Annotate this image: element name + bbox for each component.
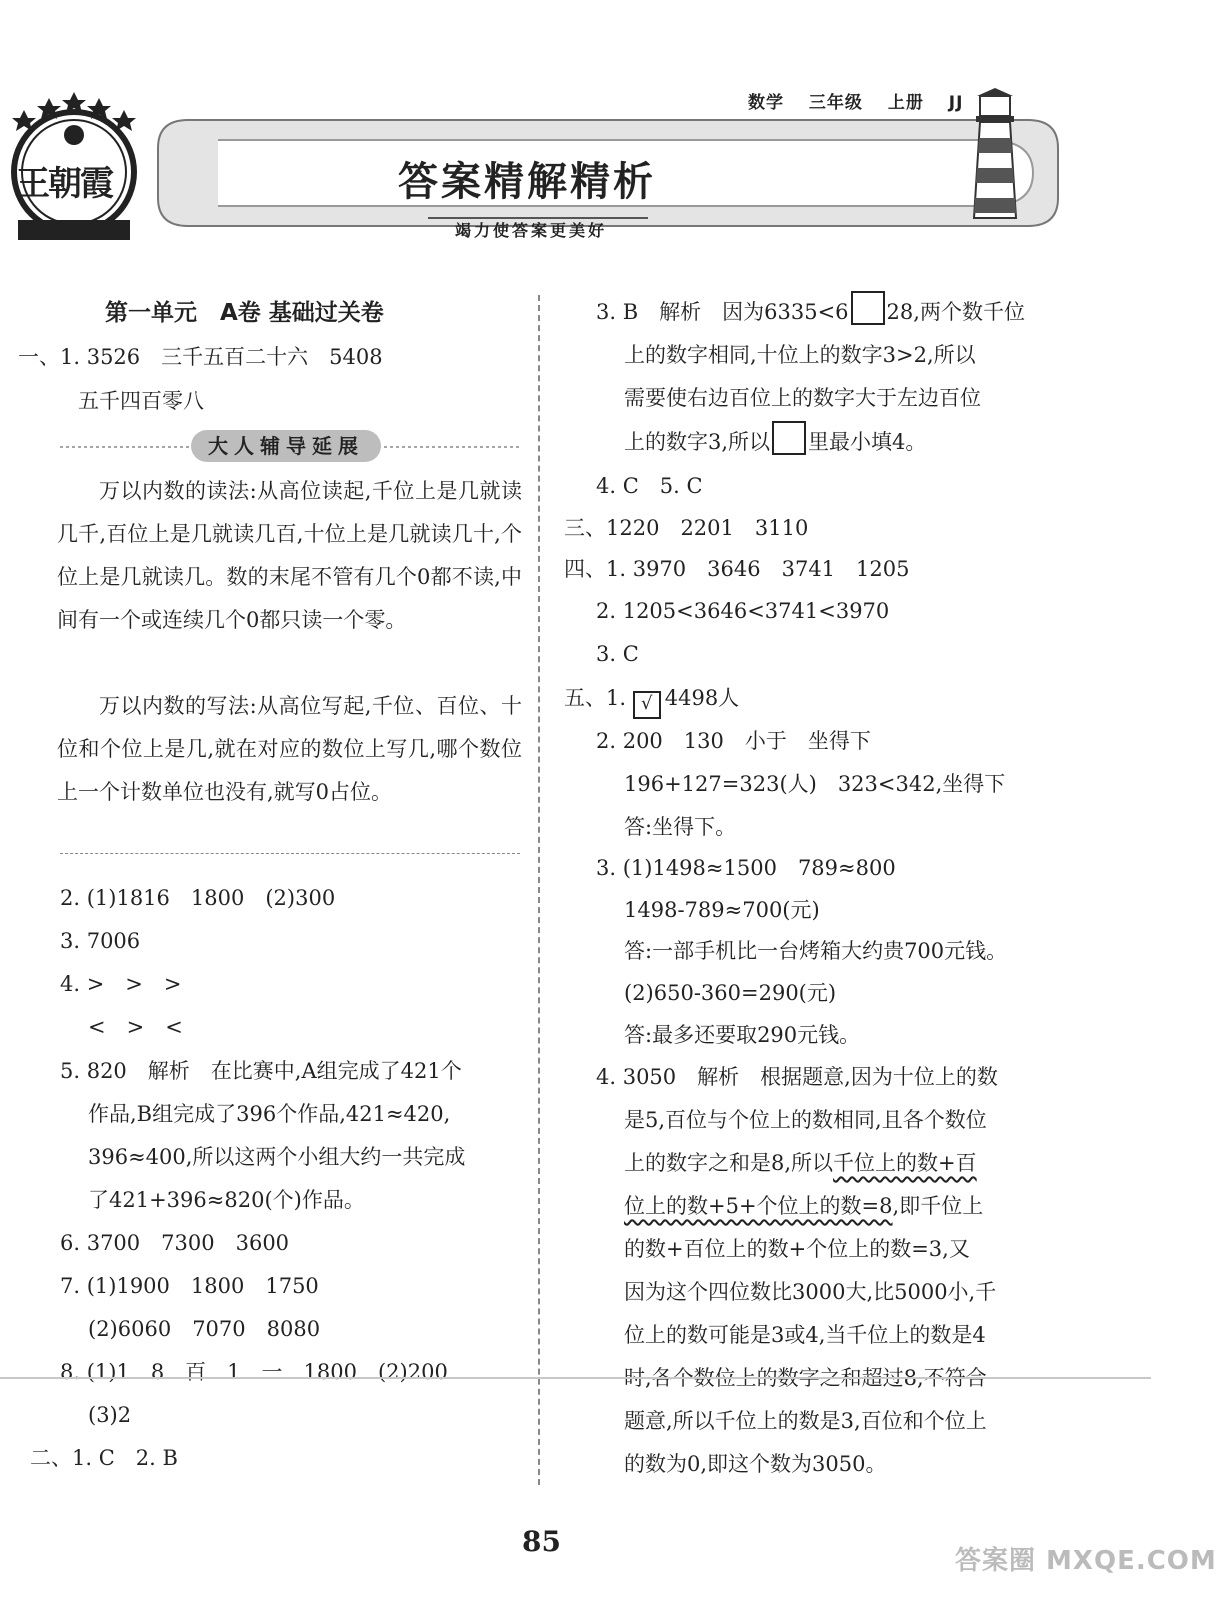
answer-1-8-b: (3)2: [88, 1403, 132, 1427]
answer-4-3: 3. C: [596, 642, 639, 666]
lighthouse-icon: [960, 88, 1030, 223]
answer-1-5-b: 作品,B组完成了396个作品,421≈420,: [88, 1102, 451, 1126]
answer-1-5: 5. 820 解析 在比赛中,A组完成了421个: [60, 1059, 462, 1083]
answer-r-3-text: 3. B 解析 因为6335<6: [596, 300, 849, 324]
answer-1-7: 7. (1)1900 1800 1750: [60, 1274, 319, 1298]
answer-r-3-d-text2: 里最小填4。: [808, 430, 927, 454]
page-title: 答案精解精析: [398, 159, 656, 205]
answer-5-4-h: 时,各个数位上的数字之和超过8,不符合: [624, 1366, 987, 1390]
answer-5-3-c: 答:一部手机比一台烤箱大约贵700元钱。: [624, 939, 1008, 963]
tutor-paragraph-2: 万以内数的写法:从高位写起,千位、百位、十位和个位上是几,就在对应的数位上写几,哪个数位上一个计数单位也没有,就写0占位。: [57, 694, 522, 804]
answer-r-45: 4. C 5. C: [596, 474, 703, 498]
tutor-paragraph-1: 万以内数的读法:从高位读起,千位上是几就读几千,百位上是几就读几百,十位上是几就读几十,个位上是几就读几。数的末尾不管有几个0都不读,中间有一个或连续几个0都只读一个零。: [57, 479, 522, 632]
answer-1-4-cont: < > <: [88, 1015, 183, 1039]
slogan: 竭力使答案更美好: [455, 221, 608, 240]
answer-5-4-c: [624, 1142, 977, 1185]
answer-5-2: 2. 200 130 小于 坐得下: [596, 729, 871, 753]
tutor-label: 大人辅导延展: [191, 430, 381, 462]
answer-5-4-b: 是5,百位与个位上的数相同,且各个数位: [624, 1108, 987, 1132]
answer-5-2-c: 答:坐得下。: [624, 815, 737, 839]
answer-5-4-d: [624, 1185, 983, 1228]
answer-5-4-e: 的数+百位上的数+个位上的数=3,又: [624, 1237, 970, 1261]
answer-5-4-j: 的数为0,即这个数为3050。: [624, 1452, 887, 1476]
answer-5-3-e: 答:最多还要取290元钱。: [624, 1023, 861, 1047]
answer-1-1: 一、1. 3526 三千五百二十六 5408: [18, 345, 383, 369]
watermark: 答案圈 MXQE.COM: [955, 1546, 1217, 1576]
tutor-end-separator: [60, 853, 520, 854]
answer-1-3: 3. 7006: [60, 929, 141, 953]
answer-1-4: 4. > > >: [60, 972, 182, 996]
answer-5-4-c-text: 上的数字之和是8,所以: [624, 1151, 834, 1175]
answer-5-3-b: 1498-789≈700(元): [624, 898, 820, 922]
answer-r-3: [596, 291, 1025, 334]
answer-5-4-f: 因为这个四位数比3000大,比5000小,千: [624, 1280, 997, 1304]
column-divider: [538, 295, 540, 1485]
answer-5-4-i: 题意,所以千位上的数是3,百位和个位上: [624, 1409, 987, 1433]
answer-5-4: 4. 3050 解析 根据题意,因为十位上的数: [596, 1065, 998, 1089]
wavy-underline-text-2: 位上的数+5+个位上的数=8: [624, 1194, 893, 1218]
bottom-rule: [0, 1377, 1151, 1379]
answer-3: 三、1220 2201 3110: [564, 516, 809, 540]
subject: 数学: [748, 93, 784, 113]
volume: 上册: [887, 93, 924, 113]
check-mark-icon: √: [633, 691, 661, 719]
page-number: 85: [522, 1525, 561, 1558]
answer-r-3-text2: 28,两个数千位: [886, 300, 1025, 324]
answer-5-4-g: 位上的数可能是3或4,当千位上的数是4: [624, 1323, 986, 1347]
blank-box: [851, 291, 885, 325]
wavy-underline-text: 千位上的数+百: [833, 1151, 977, 1175]
answer-1-5-c: 396≈400,所以这两个小组大约一共完成: [88, 1145, 466, 1169]
answer-5-1-text: 4498人: [664, 686, 740, 710]
grade: 三年级: [808, 93, 863, 113]
answer-5-4-d-text: ,即千位上: [892, 1194, 984, 1218]
answer-1-8: 8. (1)1 8 百 1 一 1800 (2)200: [60, 1360, 448, 1384]
answer-r-3-d-text: 上的数字3,所以: [624, 430, 771, 454]
answer-r-3-b: 上的数字相同,十位上的数字3>2,所以: [624, 343, 976, 367]
answer-r-3-d: [624, 421, 926, 464]
book-info: [748, 88, 981, 113]
answer-5-3: 3. (1)1498≈1500 789≈800: [596, 856, 896, 880]
answer-5-1-label: 五、1.: [564, 686, 627, 710]
edition: JJ: [948, 93, 964, 113]
logo-text: 王朝霞: [16, 164, 112, 204]
answer-1-1-cont: 五千四百零八: [78, 389, 204, 413]
answer-4-1: 四、1. 3970 3646 3741 1205: [564, 557, 910, 581]
answer-1-6: 6. 3700 7300 3600: [60, 1231, 290, 1255]
answer-5-2-b: 196+127=323(人) 323<342,坐得下: [624, 772, 1006, 796]
section-title: 第一单元 A卷 基础过关卷: [105, 300, 384, 326]
answer-5-3-d: (2)650-360=290(元): [624, 981, 837, 1005]
answer-1-2: 2. (1)1816 1800 (2)300: [60, 886, 336, 910]
answer-2: 二、1. C 2. B: [30, 1446, 178, 1470]
answer-1-7-b: (2)6060 7070 8080: [88, 1317, 321, 1341]
answer-5-1: [564, 677, 739, 720]
blank-box: [772, 421, 806, 455]
answer-r-3-c: 需要使右边百位上的数字大于左边百位: [624, 386, 981, 410]
answer-4-2: 2. 1205<3646<3741<3970: [596, 599, 890, 623]
answer-1-5-d: 了421+396≈820(个)作品。: [88, 1188, 365, 1212]
